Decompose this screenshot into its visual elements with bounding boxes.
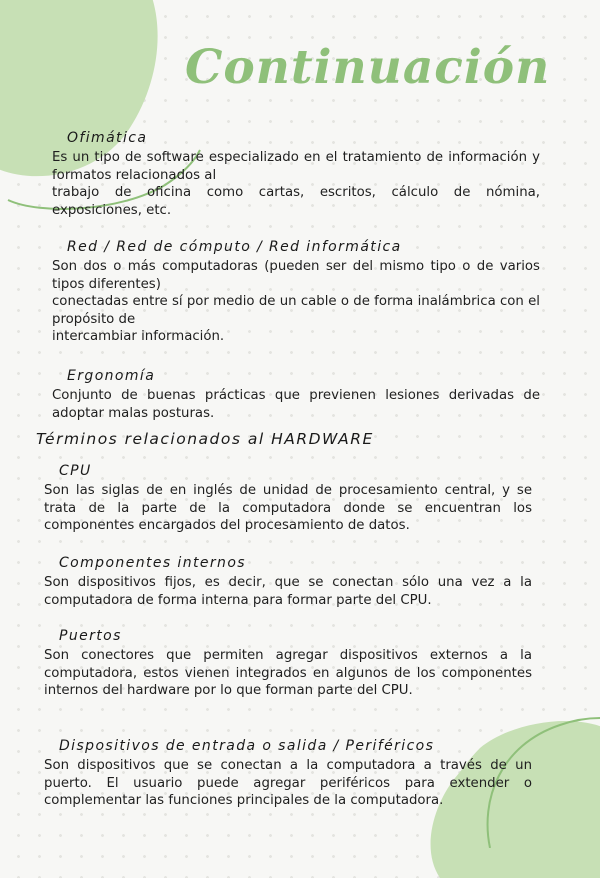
term-description: Son conectores que permiten agregar dispositivos externos a la computadora, estos vienen integrados en algunos de los componentes internos del hardware por lo que forman parte del CPU. <box>44 648 532 698</box>
description-line: Son dos o más computadoras (pueden ser del mismo tipo o de varios tipos diferentes) <box>52 259 540 292</box>
term-entry-red <box>52 239 540 346</box>
term-entry-componentes-internos <box>44 555 532 609</box>
term-entry-puertos <box>44 628 532 700</box>
term-title: CPU <box>59 463 92 479</box>
description-line: conectadas entre sí por medio de un cable o de forma inalámbrica con el propósito de <box>52 294 540 327</box>
description-line: Conjunto de buenas prácticas que previenen lesiones derivadas de adoptar malas posturas. <box>52 388 540 421</box>
term-description: Son las siglas de en inglés de unidad de procesamiento central, y se trata de la parte de la computadora donde se encuentran los componentes encargados del procesamiento de datos. <box>44 483 532 533</box>
term-title: Dispositivos de entrada o salida / Periféricos <box>59 738 435 754</box>
page-title: Continuación <box>185 40 551 95</box>
term-title: Ofimática <box>67 130 148 146</box>
term-title: Ergonomía <box>67 368 156 384</box>
section-heading: Términos relacionados al HARDWARE <box>36 430 374 448</box>
term-title: Puertos <box>59 628 122 644</box>
description-line: Es un tipo de software especializado en el tratamiento de información y formatos relacionados al <box>52 150 540 183</box>
term-description <box>52 149 540 219</box>
term-entry-ergonomia <box>52 368 540 422</box>
term-entry-ofimatica <box>52 130 540 219</box>
term-title: Componentes internos <box>59 555 246 571</box>
term-description: Son dispositivos fijos, es decir, que se conectan sólo una vez a la computadora de forma interna para formar parte del CPU. <box>44 575 532 608</box>
description-line: intercambiar información. <box>52 329 225 344</box>
term-title: Red / Red de cómputo / Red informática <box>67 239 402 255</box>
description-line: trabajo de oficina como cartas, escritos, cálculo de nómina, exposiciones, etc. <box>52 185 540 218</box>
term-description <box>52 258 540 346</box>
term-description: Son dispositivos que se conectan a la computadora a través de un puerto. El usuario puede agregar periféricos para extender o complementar las funciones principales de la computadora. <box>44 758 532 808</box>
term-description <box>52 387 540 422</box>
term-entry-perifericos <box>44 738 532 810</box>
term-entry-cpu <box>44 463 532 535</box>
